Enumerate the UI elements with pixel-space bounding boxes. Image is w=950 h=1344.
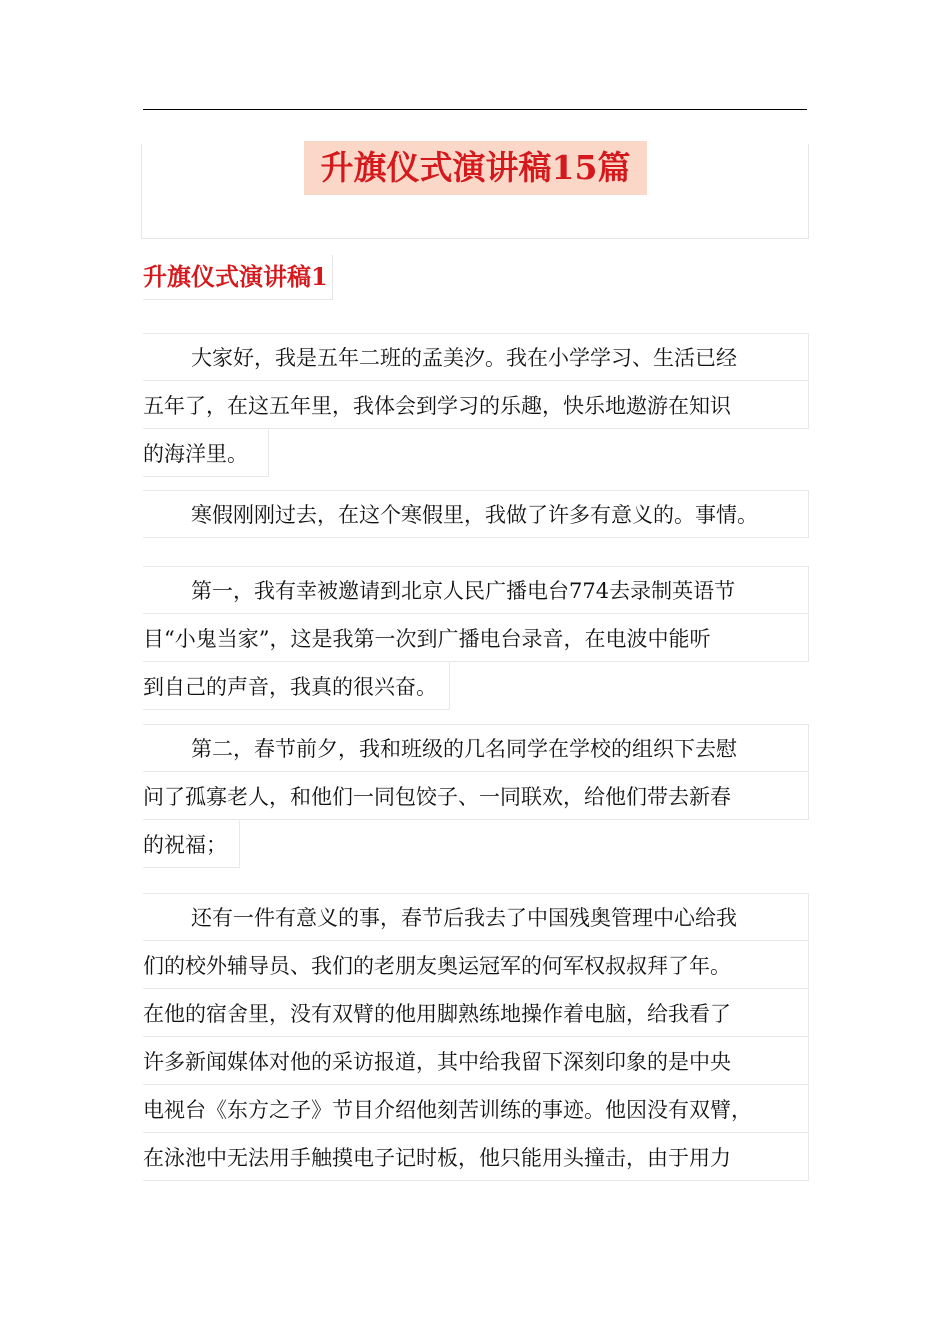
paragraph-line: 在他的宿舍里，没有双臂的他用脚熟练地操作着电脑，给我看了 <box>143 989 809 1037</box>
paragraph-5 <box>143 893 809 1181</box>
paragraph-4 <box>143 724 809 872</box>
document-title: 升旗仪式演讲稿15篇 <box>304 141 647 195</box>
paragraph-line: 许多新闻媒体对他的采访报道，其中给我留下深刻印象的是中央 <box>143 1037 809 1085</box>
paragraph-line: 大家好，我是五年二班的孟美汐。我在小学学习、生活已经 <box>143 333 809 381</box>
paragraph-line: 问了孤寡老人，和他们一同包饺子、一同联欢，给他们带去新春 <box>143 772 809 820</box>
paragraph-line: 第二，春节前夕，我和班级的几名同学在学校的组织下去慰 <box>143 724 809 772</box>
header-rule <box>143 109 807 110</box>
paragraph-3 <box>143 566 809 714</box>
paragraph-line: 的祝福； <box>143 820 240 868</box>
paragraph-line: 五年了，在这五年里，我体会到学习的乐趣，快乐地遨游在知识 <box>143 381 809 429</box>
paragraph-line: 们的校外辅导员、我们的老朋友奥运冠军的何军权叔叔拜了年。 <box>143 941 809 989</box>
paragraph-line: 还有一件有意义的事，春节后我去了中国残奥管理中心给我 <box>143 893 809 941</box>
paragraph-line: 到自己的声音，我真的很兴奋。 <box>143 662 450 710</box>
section-heading: 升旗仪式演讲稿1 <box>143 255 333 300</box>
paragraph-line: 第一，我有幸被邀请到北京人民广播电台774去录制英语节 <box>143 566 809 614</box>
paragraph-2 <box>143 490 809 538</box>
paragraph-line: 的海洋里。 <box>143 429 269 477</box>
paragraph-line: 电视台《东方之子》节目介绍他刻苦训练的事迹。他因没有双臂， <box>143 1085 809 1133</box>
paragraph-line: 目“小鬼当家”，这是我第一次到广播电台录音，在电波中能听 <box>143 614 809 662</box>
paragraph-1 <box>143 333 809 481</box>
paragraph-line: 在泳池中无法用手触摸电子记时板，他只能用头撞击，由于用力 <box>143 1133 809 1181</box>
paragraph-line: 寒假刚刚过去，在这个寒假里，我做了许多有意义的。事情。 <box>143 490 809 538</box>
